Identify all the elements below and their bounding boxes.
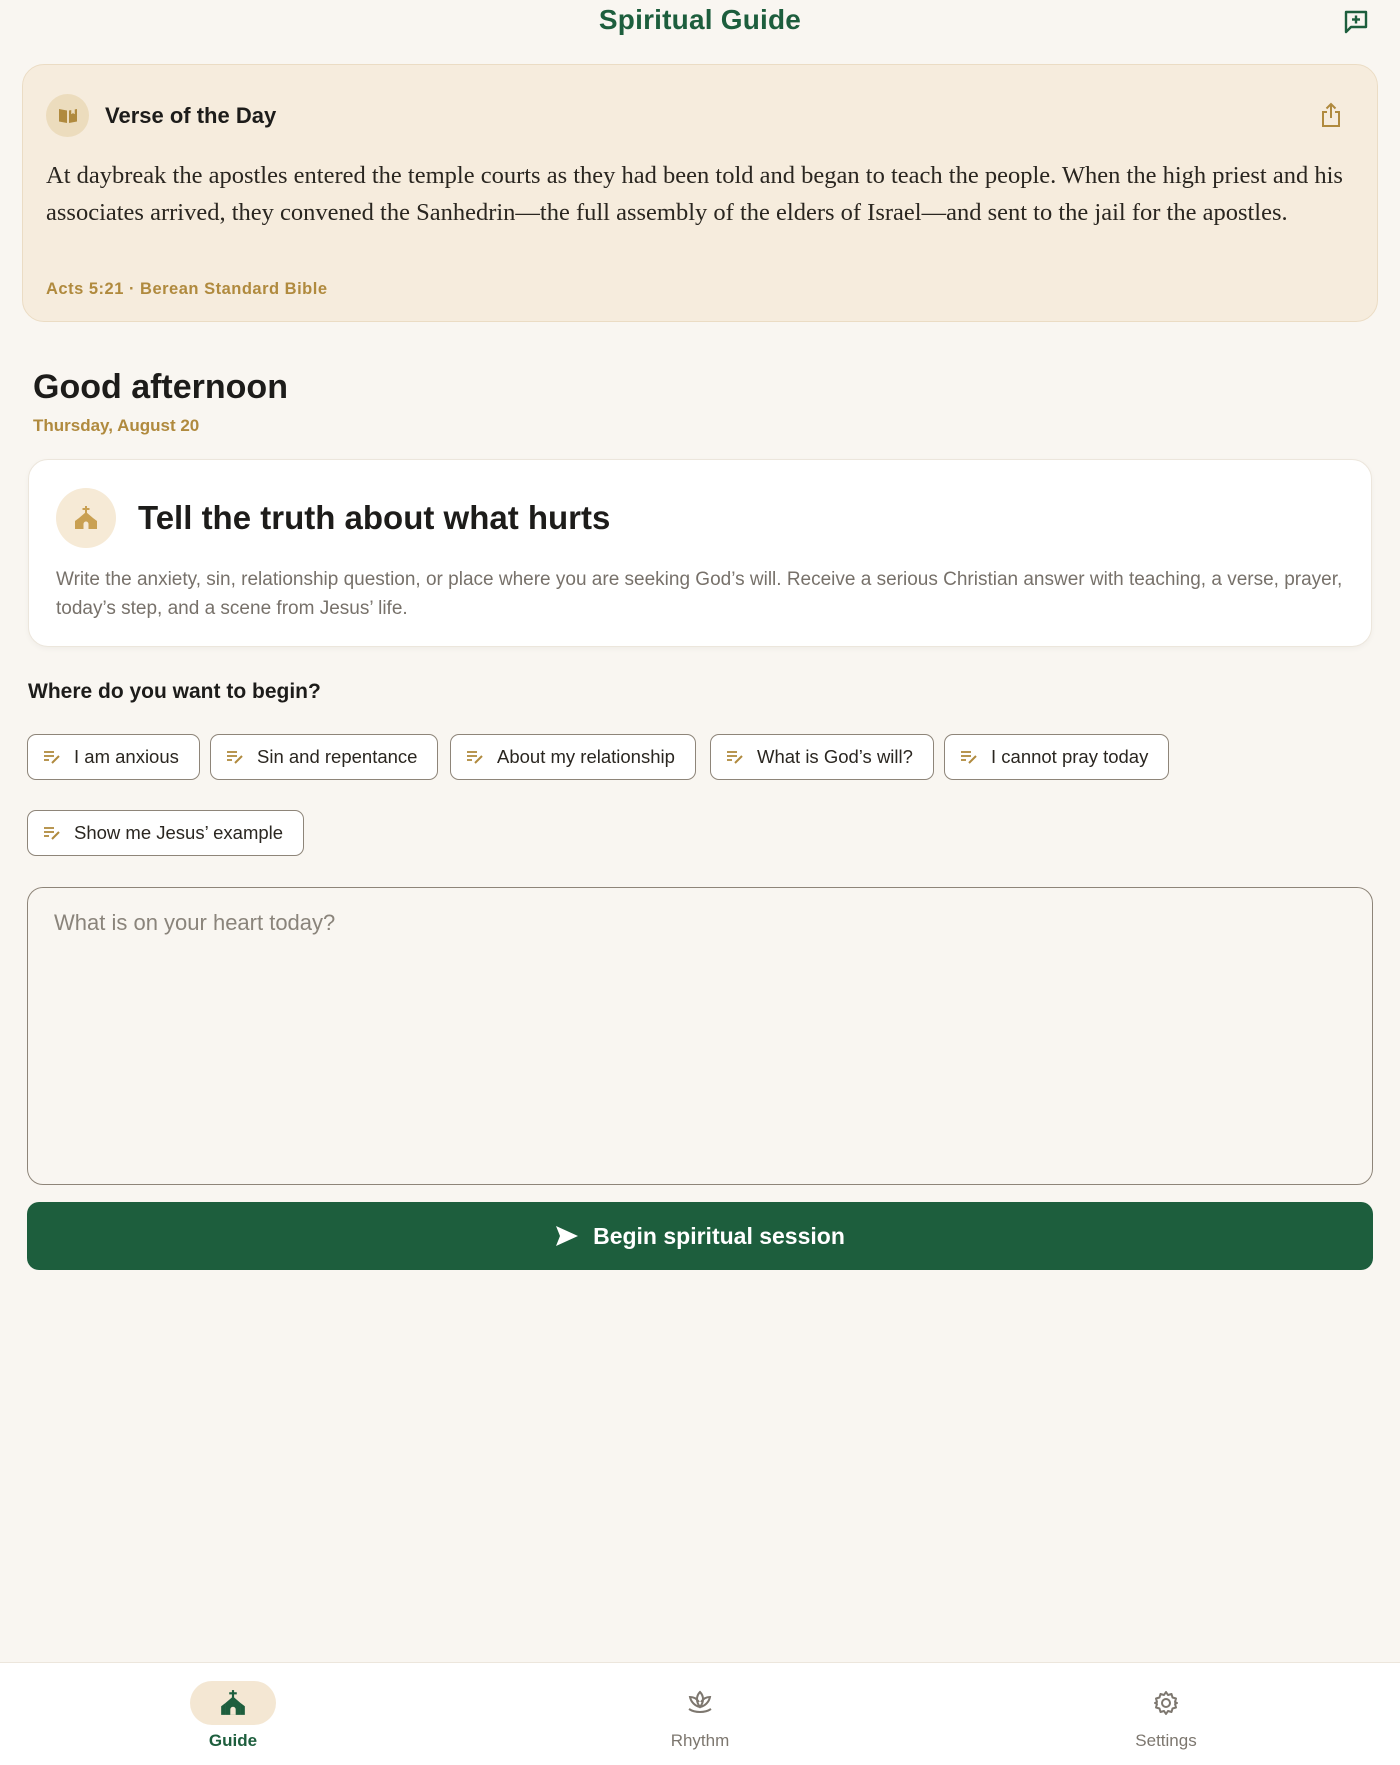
verse-text: At daybreak the apostles entered the temple courts as they had been told and began to teach the people. When the high priest and his associates arrived, they convened the Sanhedrin—the full assembly of the elders of Israel—and sent to the jail for the apostles. <box>46 162 1343 226</box>
prompt-question: Where do you want to begin? <box>28 680 321 703</box>
church-icon <box>219 1689 247 1717</box>
edit-note-icon <box>225 746 247 768</box>
share-verse-button[interactable] <box>1311 95 1351 135</box>
prompt-chip-relationship[interactable] <box>450 734 696 780</box>
app-title: Spiritual Guide <box>598 4 802 35</box>
chip-label: I cannot pray today <box>991 746 1149 767</box>
nav-label-settings: Settings <box>1135 1731 1197 1750</box>
new-session-button[interactable] <box>1338 4 1374 40</box>
chip-label: I am anxious <box>74 746 179 767</box>
chip-label: What is God’s will? <box>757 746 913 767</box>
heart-input[interactable] <box>27 887 1373 1185</box>
prompt-chip-gods-will[interactable] <box>710 734 934 780</box>
gear-icon <box>1152 1689 1180 1717</box>
bottom-navigation <box>0 1662 1400 1765</box>
nav-label-guide: Guide <box>208 1731 258 1750</box>
chip-label: About my relationship <box>497 746 675 767</box>
prompt-chip-sin-repentance[interactable] <box>210 734 438 780</box>
add-box-icon <box>1342 8 1370 36</box>
nav-label-rhythm: Rhythm <box>670 1731 730 1750</box>
begin-session-button[interactable] <box>27 1202 1373 1270</box>
share-icon <box>1320 102 1342 128</box>
nav-item-settings[interactable] <box>1066 1663 1266 1765</box>
nav-icon-wrap <box>657 1681 743 1725</box>
edit-note-icon <box>959 746 981 768</box>
nav-item-guide[interactable] <box>133 1663 333 1765</box>
prompt-chip-cannot-pray[interactable] <box>944 734 1169 780</box>
prompt-chip-jesus-example[interactable] <box>27 810 304 856</box>
intro-icon-badge <box>56 488 116 548</box>
intro-title: Tell the truth about what hurts <box>138 499 611 536</box>
nav-item-rhythm[interactable] <box>600 1663 800 1765</box>
chip-label: Sin and repentance <box>257 746 418 767</box>
nav-icon-wrap <box>1123 1681 1209 1725</box>
begin-session-label: Begin spiritual session <box>593 1222 845 1249</box>
nav-active-indicator <box>190 1681 276 1725</box>
verse-of-the-day-card <box>22 64 1378 322</box>
edit-note-icon <box>42 822 64 844</box>
top-bar <box>0 0 1400 44</box>
verse-reference: Acts 5:21 · Berean Standard Bible <box>46 280 328 298</box>
verse-icon-badge <box>46 94 89 137</box>
edit-note-icon <box>465 746 487 768</box>
chip-label: Show me Jesus’ example <box>74 822 284 843</box>
open-book-icon <box>57 106 79 126</box>
church-icon <box>73 505 99 531</box>
verse-heading: Verse of the Day <box>105 103 277 128</box>
intro-card <box>28 459 1372 647</box>
edit-note-icon <box>725 746 747 768</box>
send-icon <box>555 1225 579 1247</box>
greeting-title: Good afternoon <box>33 368 288 406</box>
current-date: Thursday, August 20 <box>33 416 200 435</box>
lotus-icon <box>685 1689 715 1717</box>
prompt-chip-anxious[interactable] <box>27 734 200 780</box>
edit-note-icon <box>42 746 64 768</box>
intro-description: Write the anxiety, sin, relationship question, or place where you are seeking God’s will. Receive a serious Christian answer with teaching, a verse, prayer, today’s step, and a scene from Jesus’ life. <box>56 569 1343 619</box>
